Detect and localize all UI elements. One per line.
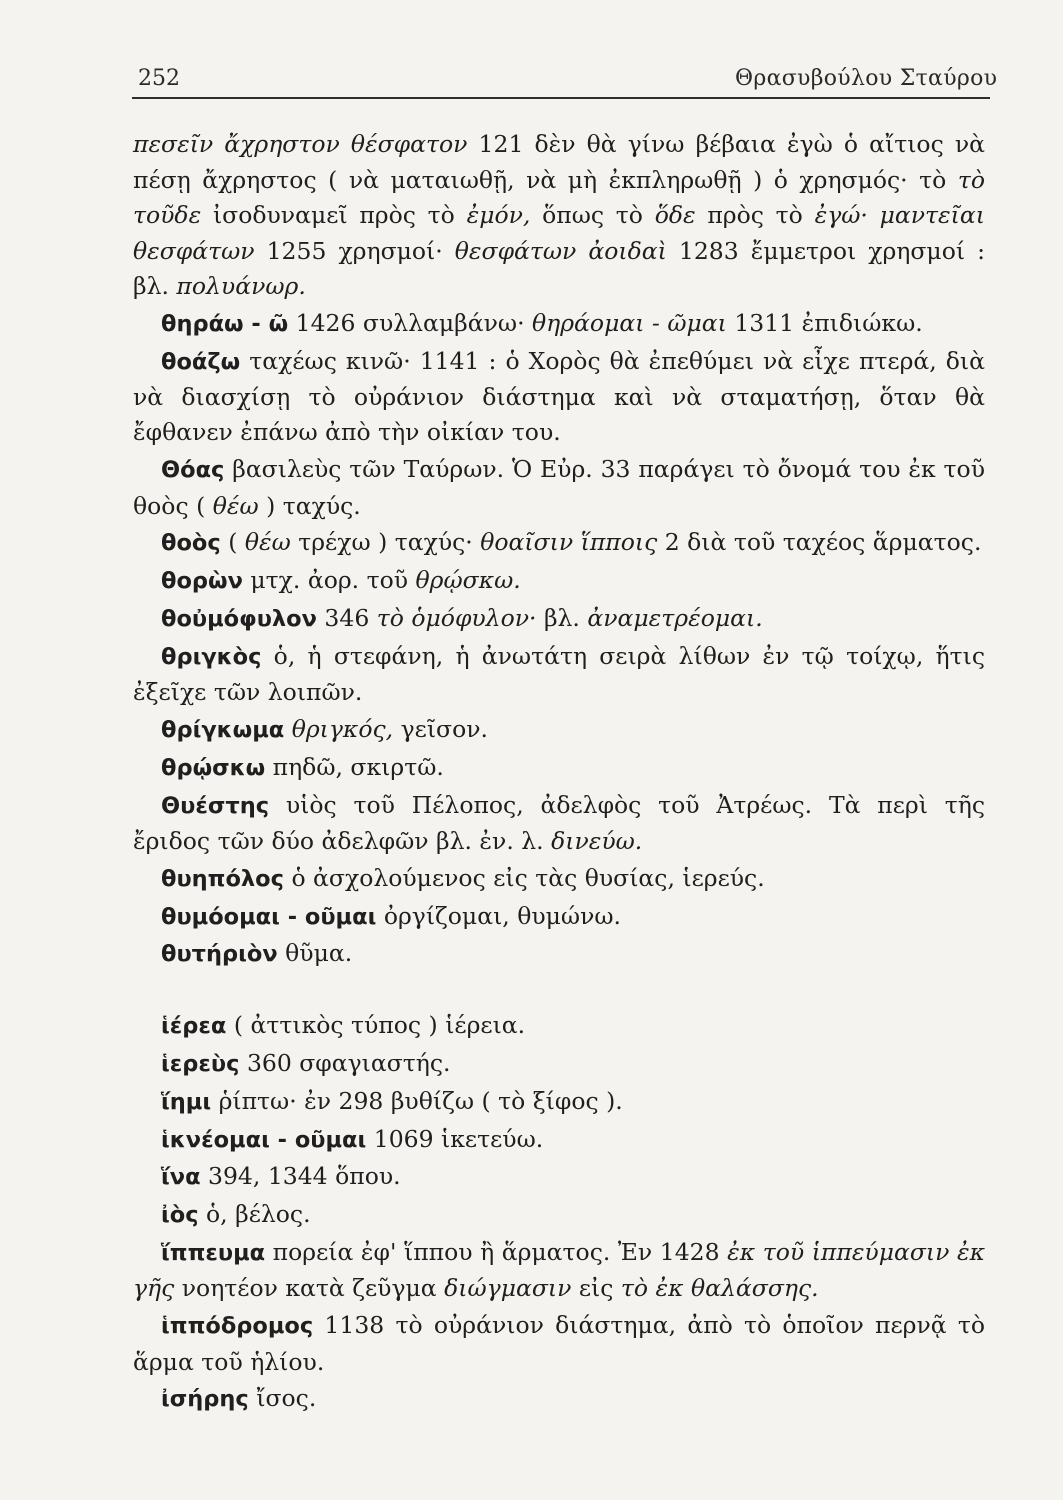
headword: ἵππευμα [161,1239,266,1266]
entry-iseres: ἰσήρης ἴσος. [161,1384,317,1413]
headword: ἱερεὺς [161,1051,240,1077]
entry-hikneomai: ἱκνέομαι - οῦμαι 1069 ἱκετεύω. [161,1124,544,1153]
headword: θοὐμόφυλον [161,606,317,633]
headword: θυηπόλος [161,865,284,892]
headword: θυμόομαι - οῦμαι [161,903,377,930]
headword: θριγκὸς [161,643,262,670]
headword: θρῴσκω [161,754,266,781]
entry-thoos: θοὸς ( θέω τρέχω ) ταχύς· θοαῖσιν ἵπποις 2 διὰ τοῦ ταχέος ἅρματος. [161,528,982,557]
entry-ios: ἰὸς ὁ, βέλος. [161,1200,311,1229]
entry-thymoomai: θυμόομαι - οῦμαι ὀργίζομαι, θυμώνω. [161,901,622,930]
page-number: 252 [138,66,180,91]
entry-thoas: Θόας βασιλεὺς τῶν Ταύρων. Ὁ Εὐρ. 33 παράγει τὸ ὄνομά του ἐκ τοῦ θοὸς ( θέω ) ταχύς. [133,455,985,520]
headword: ἱππόδρομος [161,1313,314,1340]
entry-thoumophylon: θοὐμόφυλον 346 τὸ ὁμόφυλον· βλ. ἀναμετρέομαι. [161,604,763,633]
headword: θρίγκωμα [161,717,285,744]
entry-thrigkoma: θρίγκωμα θριγκός, γεῖσον. [161,715,488,744]
entry-hiemi: ἵημι ῥίπτω· ἐν 298 βυθίζω ( τὸ ξίφος ). [161,1086,623,1115]
running-title: Θρασυβούλου Σταύρου [735,66,998,91]
entry-hippeuma: ἵππευμα πορεία ἐφ' ἵππου ἢ ἅρματος. Ἐν 1428 ἐκ τοῦ ἱππεύμασιν ἐκ γῆς νοητέον κατὰ ζεῦγμα διώγμασιν εἰς τὸ ἐκ θαλάσσης. [133,1237,985,1303]
headword: ἵημι [161,1088,212,1115]
entry-thrigkos: θριγκὸς ὁ, ἡ στεφάνη, ἡ ἀνωτάτη σειρὰ λίθων ἐν τῷ τοίχῳ, ἥτις ἐξεῖχε τῶν λοιπῶν. [133,641,985,707]
entry-therao: θηράω - ῶ 1426 συλλαμβάνω· θηράομαι - ῶμαι 1311 ἐπιδιώκω. [161,308,923,337]
headword: θηράω - ῶ [161,310,289,337]
headword: ἰσήρης [161,1386,249,1413]
entry-hierea: ἱέρεα ( ἀττικὸς τύπος ) ἱέρεια. [161,1011,526,1040]
entry-hippodromos: ἱππόδρομος 1138 τὸ οὐράνιον διάστημα, ἀπὸ τὸ ὁποῖον περνᾷ τὸ ἅρμα τοῦ ἡλίου. [133,1311,985,1376]
headword: θοὸς [161,530,221,557]
headword: θορὼν [161,568,243,595]
headword: ἱέρεα [161,1013,227,1040]
continued-entry: πεσεῖν ἄχρηστον θέσφατον 121 δὲν θὰ γίνω βέβαια ἐγὼ ὁ αἴτιος νὰ πέσῃ ἄχρηστος ( νὰ ματαιωθῇ, νὰ μὴ ἐκπληρωθῇ ) ὁ χρησμός· τὸ τὸ τοῦδε ἰσοδυναμεῖ πρὸς τὸ ἐμόν, ὅπως τὸ ὅδε πρὸς τὸ ἐγώ· μαντεῖαι θεσφάτων 1255 χρησμοί· θεσφάτων ἀοιδαὶ 1283 ἔμμετροι χρησμοί : βλ. πολυάνωρ. [133,130,986,301]
headword: θυτήριὸν [161,941,278,968]
entry-thoazo: θοάζω ταχέως κινῶ· 1141 : ὁ Χορὸς θὰ ἐπεθύμει νὰ εἶχε πτερά, διὰ νὰ διασχίσῃ τὸ οὐράνιον διάστημα καὶ νὰ σταματήσῃ, ὅταν θὰ ἔφθανεν ἐπάνω ἀπὸ τὴν οἰκίαν του. [133,346,985,447]
headword: Θυέστης [161,792,270,819]
header-rule [132,97,990,99]
glossary-body [133,126,985,1418]
entry-throsko: θρῴσκω πηδῶ, σκιρτῶ. [161,752,444,781]
entry-thyestes: Θυέστης υἱὸς τοῦ Πέλοπος, ἀδελφὸς τοῦ Ἀτρέως. Τὰ περὶ τῆς ἔριδος τῶν δύο ἀδελφῶν βλ. ἐν. λ. δινεύω. [133,790,985,856]
headword: ἰὸς [161,1202,199,1229]
headword: ἵνα [161,1164,201,1191]
section-gap [133,973,985,1007]
entry-thyterion: θυτήριὸν θῦμα. [161,939,353,968]
entry-hiereus: ἱερεὺς 360 σφαγιαστής. [161,1049,451,1077]
headword: Θόας [161,457,225,484]
headword: θοάζω [161,348,241,375]
entry-thyepolos: θυηπόλος ὁ ἀσχολούμενος εἰς τὰς θυσίας, ἱερεύς. [161,863,765,892]
entry-hina: ἵνα 394, 1344 ὅπου. [161,1162,401,1191]
headword: ἱκνέομαι - οῦμαι [161,1126,367,1153]
entry-thoron: θορὼν μτχ. ἀορ. τοῦ θρῴσκω. [161,566,521,595]
